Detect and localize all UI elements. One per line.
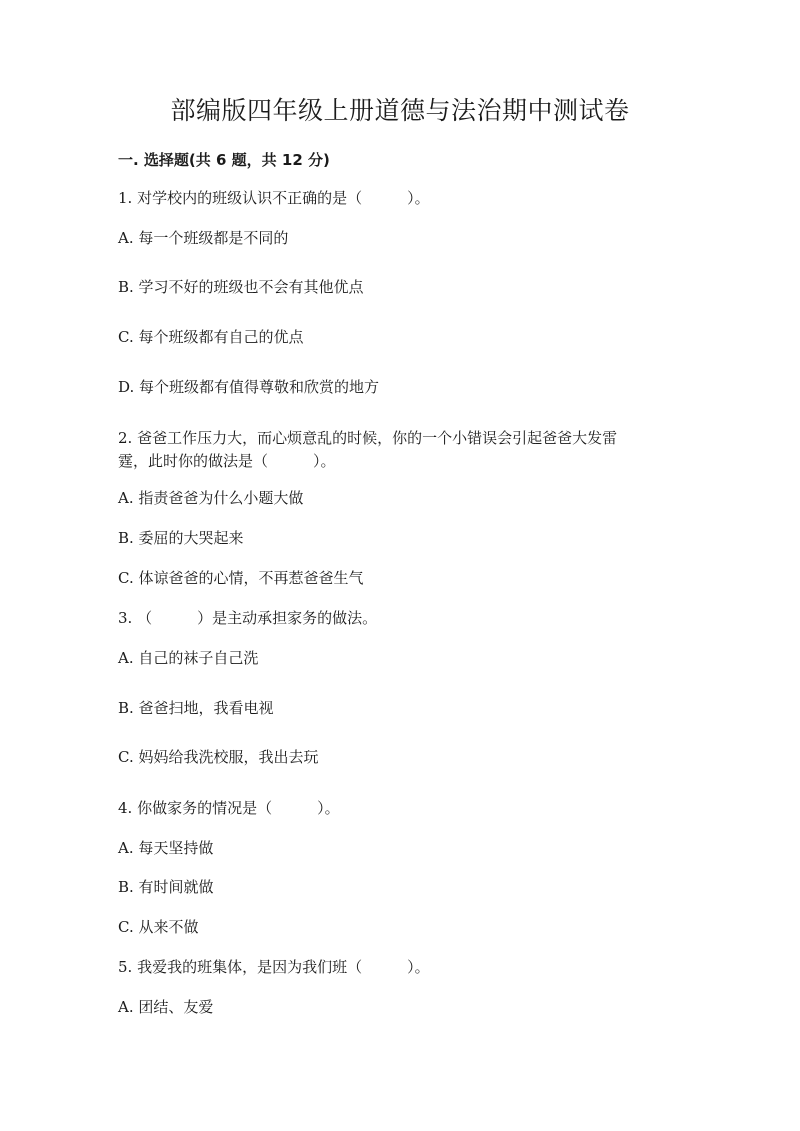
question-2-option-b: B. 委屈的大哭起来: [118, 529, 244, 547]
question-4-option-c: C. 从来不做: [118, 918, 199, 936]
question-4-option-b: B. 有时间就做: [118, 878, 214, 896]
question-1-option-c: C. 每个班级都有自己的优点: [118, 328, 304, 346]
question-1-option-d: D. 每个班级都有值得尊敬和欣赏的地方: [118, 378, 380, 396]
question-3-option-a: A. 自己的袜子自己洗: [118, 649, 259, 667]
question-1-option-a: A. 每一个班级都是不同的: [118, 229, 289, 247]
question-2-stem-line1: 2. 爸爸工作压力大，而心烦意乱的时候，你的一个小错误会引起爸爸大发雷: [118, 429, 618, 447]
question-4-option-a: A. 每天坚持做: [118, 839, 214, 857]
question-2-option-a: A. 指责爸爸为什么小题大做: [118, 489, 304, 507]
question-2-stem-line2: 霆，此时你的做法是（ ）。: [118, 452, 336, 470]
question-3-option-c: C. 妈妈给我洗校服，我出去玩: [118, 748, 319, 766]
section-heading: 一. 选择题(共 6 题，共 12 分): [118, 151, 330, 169]
question-5-option-a: A. 团结、友爱: [118, 998, 214, 1016]
page-title: 部编版四年级上册道德与法治期中测试卷: [170, 96, 630, 125]
question-4-stem: 4. 你做家务的情况是（ ）。: [118, 799, 340, 817]
question-3-stem: 3. （ ）是主动承担家务的做法。: [118, 609, 378, 627]
question-2-option-c: C. 体谅爸爸的心情，不再惹爸爸生气: [118, 569, 364, 587]
question-1-stem: 1. 对学校内的班级认识不正确的是（ ）。: [118, 189, 430, 207]
question-1-option-b: B. 学习不好的班级也不会有其他优点: [118, 278, 364, 296]
question-5-stem: 5. 我爱我的班集体，是因为我们班（ ）。: [118, 958, 430, 976]
question-3-option-b: B. 爸爸扫地，我看电视: [118, 699, 274, 717]
